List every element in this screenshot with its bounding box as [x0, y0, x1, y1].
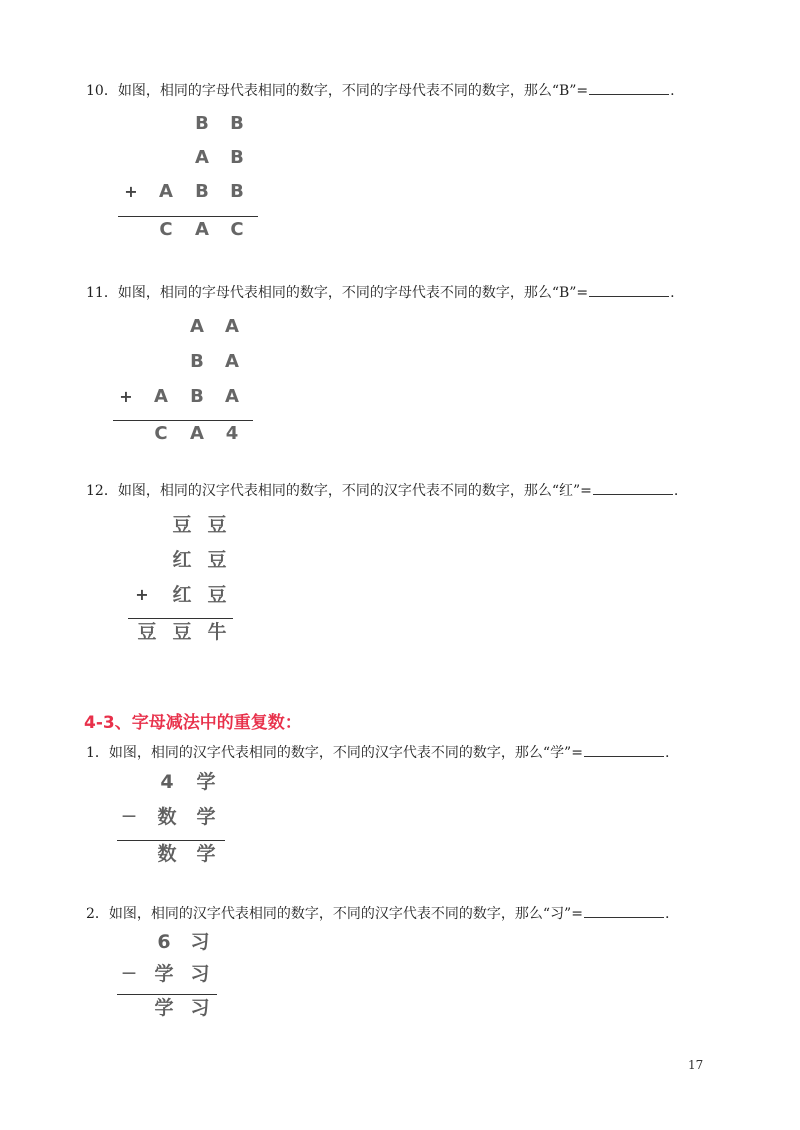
digit: 豆: [207, 549, 227, 571]
minus-sign: －: [120, 964, 137, 983]
section-title: 4-3、字母减法中的重复数：: [84, 713, 302, 733]
digit: B: [230, 181, 244, 202]
plus-sign: +: [119, 387, 133, 406]
digit: 豆: [137, 621, 157, 643]
difference-rule: [117, 994, 217, 995]
digit: A: [195, 147, 209, 168]
digit: C: [154, 423, 168, 444]
answer-blank[interactable]: [589, 282, 669, 297]
digit: C: [230, 219, 244, 240]
sub-problem-1-text: [86, 742, 669, 763]
sub-problem-2-question: 2．如图，相同的汉字代表相同的数字，不同的汉字代表不同的数字，那么“习”=: [86, 906, 583, 922]
digit: B: [230, 113, 244, 134]
problem-12-question: 12．如图，相同的汉字代表相同的数字，不同的汉字代表不同的数字，那么“红”=: [86, 483, 592, 499]
digit: 习: [190, 931, 210, 953]
answer-blank[interactable]: [584, 742, 664, 757]
digit: A: [225, 386, 239, 407]
page-number: 17: [688, 1058, 704, 1072]
digit: A: [225, 316, 239, 337]
digit: 豆: [172, 514, 192, 536]
digit: 学: [154, 963, 174, 985]
digit: A: [190, 423, 204, 444]
digit: 豆: [207, 584, 227, 606]
digit: 红: [172, 549, 192, 571]
digit: A: [225, 351, 239, 372]
digit: B: [230, 147, 244, 168]
digit: 习: [190, 963, 210, 985]
answer-blank[interactable]: [593, 480, 673, 495]
problem-10-text: [86, 80, 675, 101]
period: .: [670, 83, 675, 99]
period: .: [673, 483, 679, 499]
sum-rule: [128, 618, 233, 619]
digit: A: [195, 219, 209, 240]
period: .: [670, 285, 675, 301]
digit: 学: [196, 771, 216, 793]
digit: B: [195, 113, 209, 134]
digit: 6: [157, 931, 171, 953]
problem-10-question: 10．如图，相同的字母代表相同的数字，不同的字母代表不同的数字，那么“B”=: [86, 83, 589, 99]
digit: A: [154, 386, 168, 407]
digit: 豆: [207, 514, 227, 536]
digit: 4: [160, 771, 174, 793]
digit: 学: [196, 806, 216, 828]
digit: 豆: [172, 621, 192, 643]
sum-rule: [118, 216, 258, 217]
digit: 习: [190, 997, 210, 1019]
sub-problem-2-text: [86, 903, 669, 924]
problem-11-text: [86, 282, 675, 303]
plus-sign: +: [135, 585, 149, 604]
sub-problem-1-question: 1．如图，相同的汉字代表相同的数字，不同的汉字代表不同的数字，那么“学”=: [86, 745, 583, 761]
digit: A: [190, 316, 204, 337]
minus-sign: －: [120, 807, 137, 826]
problem-11-question: 11．如图，相同的字母代表相同的数字，不同的字母代表不同的数字，那么“B”=: [86, 285, 589, 301]
digit: 红: [172, 584, 192, 606]
answer-blank[interactable]: [589, 80, 669, 95]
sum-rule: [113, 420, 253, 421]
answer-blank[interactable]: [584, 903, 664, 918]
digit: 数: [157, 843, 177, 865]
difference-rule: [117, 840, 225, 841]
digit: B: [190, 386, 204, 407]
digit: 学: [154, 997, 174, 1019]
digit: 数: [157, 806, 177, 828]
digit: A: [159, 181, 173, 202]
plus-sign: +: [124, 182, 138, 201]
digit: 4: [225, 423, 239, 444]
period: .: [664, 745, 670, 761]
digit: B: [190, 351, 204, 372]
period: .: [664, 906, 670, 922]
problem-12-text: [86, 480, 678, 501]
digit: 牛: [207, 621, 227, 643]
digit: B: [195, 181, 209, 202]
digit: 学: [196, 843, 216, 865]
digit: C: [159, 219, 173, 240]
